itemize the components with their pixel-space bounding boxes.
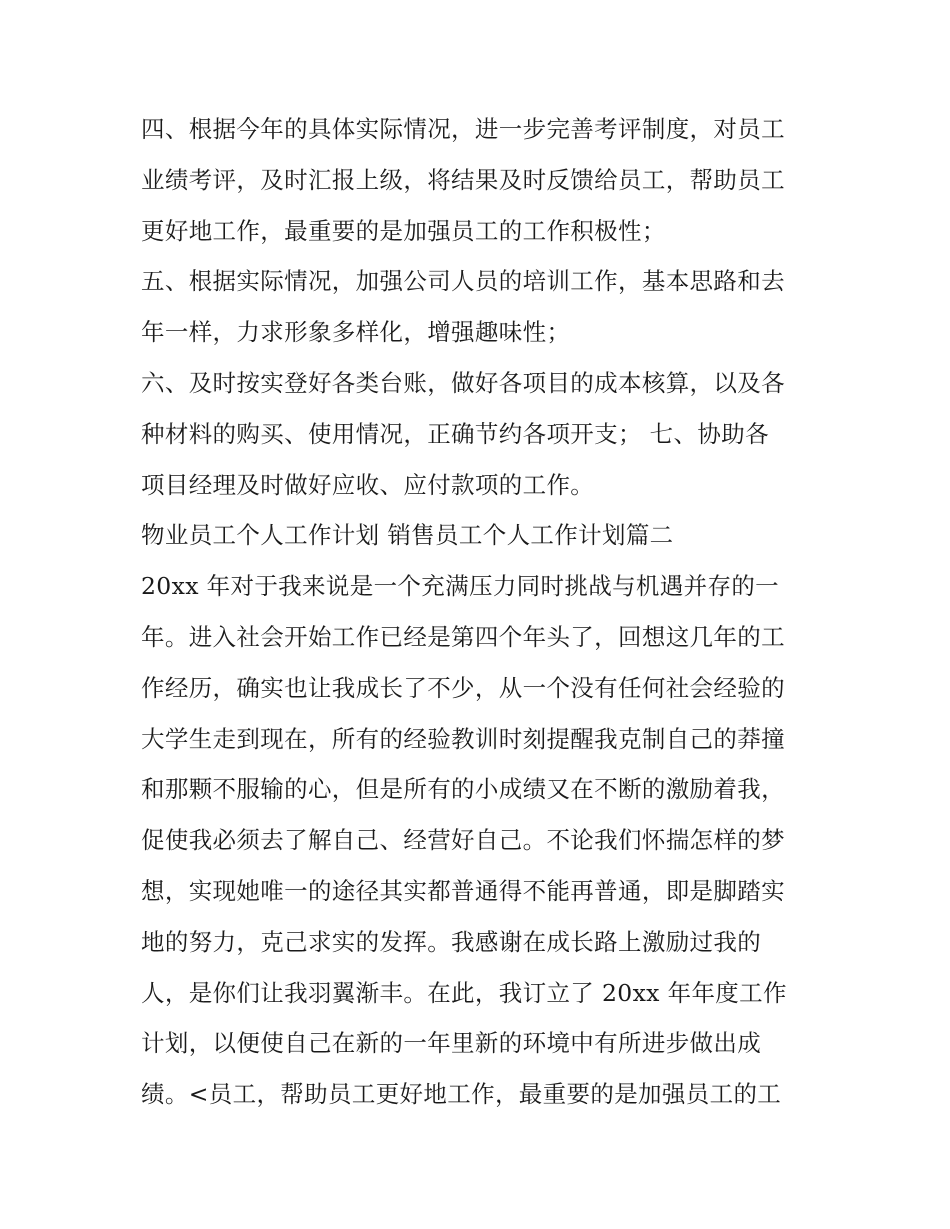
text-line: 四、根据今年的具体实际情况，进一步完善考评制度，对员工 bbox=[141, 115, 785, 143]
text-line: 业绩考评，及时汇报上级，将结果及时反馈给员工，帮助员工 bbox=[141, 165, 785, 194]
text-line: 20xx 年对于我来说是一个充满压力同时挑战与机遇并存的一 bbox=[141, 572, 780, 601]
text-line: 五、根据实际情况，加强公司人员的培训工作，基本思路和去 bbox=[141, 267, 785, 296]
text-line: 六、及时按实登好各类台账，做好各项目的成本核算，以及各 bbox=[141, 368, 785, 397]
text-line: 和那颗不服输的心，但是所有的小成绩又在不断的激励着我， bbox=[141, 775, 785, 804]
text-line: 年。进入社会开始工作已经是第四个年头了，回想这几年的工 bbox=[141, 622, 785, 651]
text-line: 项目经理及时做好应收、应付款项的工作。 bbox=[141, 470, 595, 499]
text-line: 更好地工作，最重要的是加强员工的工作积极性； bbox=[141, 216, 666, 245]
text-line: 人，是你们让我羽翼渐丰。在此，我订立了 20xx 年年度工作 bbox=[141, 978, 787, 1007]
text-line: 绩。<员工，帮助员工更好地工作，最重要的是加强员工的工 bbox=[141, 1080, 782, 1109]
document-body bbox=[141, 104, 821, 1120]
text-line: 年一样，力求形象多样化，增强趣味性； bbox=[141, 318, 571, 347]
text-line: 种材料的购买、使用情况，正确节约各项开支； 七、协助各 bbox=[141, 419, 769, 448]
text-line: 想，实现她唯一的途径其实都普通得不能再普通，即是脚踏实 bbox=[141, 876, 785, 905]
text-line: 大学生走到现在，所有的经验教训时刻提醒我克制自己的莽撞 bbox=[141, 724, 785, 753]
text-line: 地的努力，克己求实的发挥。我感谢在成长路上激励过我的 bbox=[141, 927, 762, 956]
text-line: 促使我必须去了解自己、经营好自己。不论我们怀揣怎样的梦 bbox=[141, 826, 785, 855]
text-line: 作经历，确实也让我成长了不少，从一个没有任何社会经验的 bbox=[141, 673, 785, 702]
section-heading: 物业员工个人工作计划 销售员工个人工作计划篇二 bbox=[141, 521, 674, 550]
text-line: 计划，以便使自己在新的一年里新的环境中有所进步做出成 bbox=[141, 1029, 762, 1058]
